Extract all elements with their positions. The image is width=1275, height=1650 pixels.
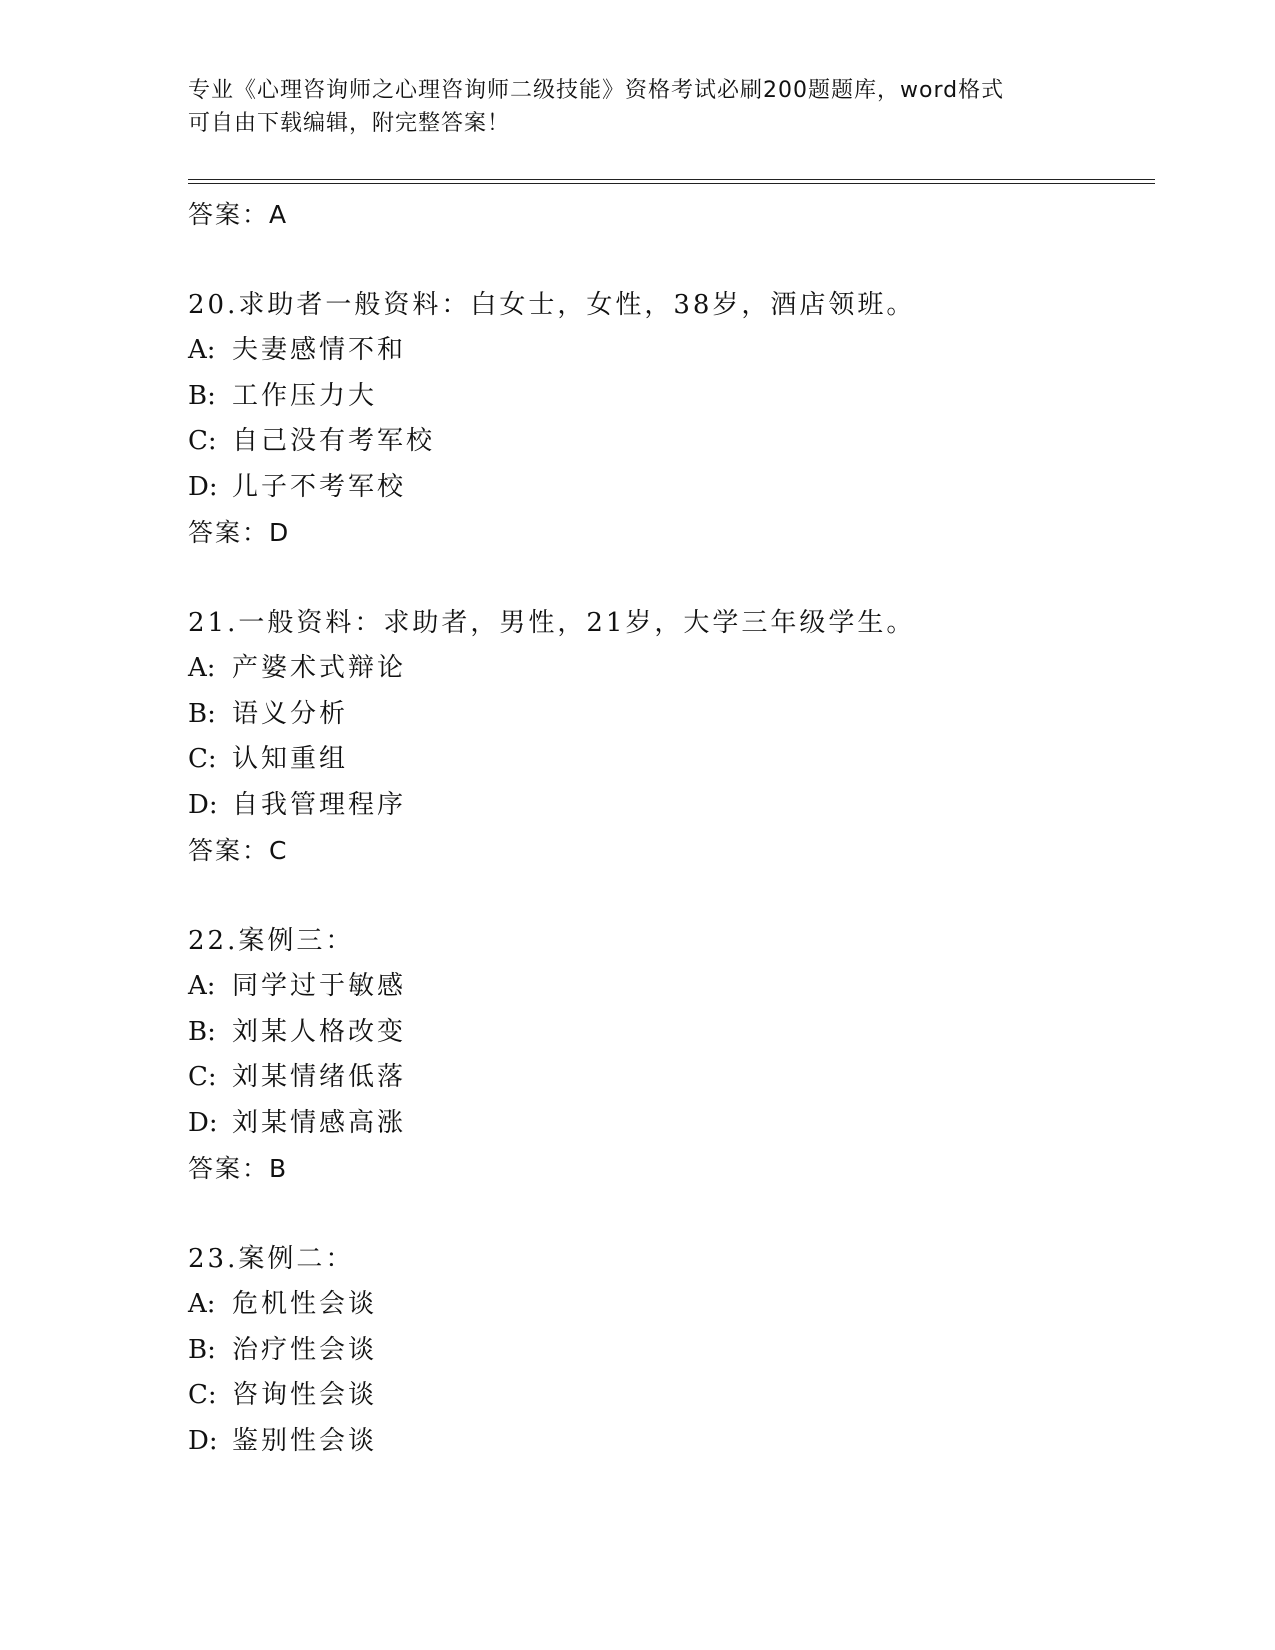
option-b <box>188 692 1148 738</box>
option-d <box>188 1419 1148 1465</box>
question-stem: 21.一般资料：求助者，男性，21岁，大学三年级学生。 <box>188 608 916 638</box>
option-c <box>188 737 1148 783</box>
question-block <box>188 919 1148 1192</box>
answer-label: 答案： <box>188 518 270 547</box>
option-text: 刘某情绪低落 <box>232 1062 407 1092</box>
answer-label: 答案： <box>188 836 270 865</box>
option-a <box>188 328 1148 374</box>
option-key: B: <box>188 1334 216 1365</box>
answer-label: 答案： <box>188 1154 270 1183</box>
answer-label: 答案： <box>188 200 270 229</box>
option-key: C: <box>188 426 217 456</box>
option-text: 语义分析 <box>232 698 349 729</box>
option-key: B: <box>188 380 216 411</box>
option-key: B: <box>188 698 216 729</box>
option-key: D: <box>188 789 218 820</box>
option-b <box>188 374 1148 420</box>
header-divider-top <box>188 179 1155 180</box>
answer-line <box>188 510 1148 556</box>
option-c <box>188 1055 1148 1101</box>
option-d <box>188 783 1148 829</box>
question-stem: 23.案例二： <box>188 1244 355 1274</box>
question-list <box>188 192 1148 1464</box>
option-key: D: <box>188 471 218 502</box>
option-d <box>188 1101 1148 1147</box>
spacer <box>188 556 1148 601</box>
option-text: 儿子不考军校 <box>232 471 407 502</box>
option-text: 危机性会谈 <box>232 1289 378 1319</box>
option-text: 同学过于敏感 <box>232 971 407 1001</box>
option-key: C: <box>188 1062 217 1092</box>
question-stem: 20.求助者一般资料：白女士，女性，38岁，酒店领班。 <box>188 290 916 320</box>
answer-value: C <box>269 836 287 865</box>
option-key: B: <box>188 1016 216 1047</box>
spacer <box>188 1192 1148 1237</box>
option-key: D: <box>188 1107 218 1138</box>
option-text: 认知重组 <box>232 744 349 774</box>
question-stem: 22.案例三： <box>188 926 355 956</box>
option-key: C: <box>188 744 217 774</box>
option-text: 刘某情感高涨 <box>232 1107 407 1138</box>
option-text: 夫妻感情不和 <box>232 335 407 365</box>
header-line-1: 专业《心理咨询师之心理咨询师二级技能》资格考试必刷200题题库，word格式 <box>188 78 1005 103</box>
answer-line <box>188 828 1148 874</box>
answer-line <box>188 1146 1148 1192</box>
option-key: C: <box>188 1380 217 1410</box>
option-c <box>188 1373 1148 1419</box>
option-key: A: <box>188 653 216 683</box>
option-d <box>188 465 1148 511</box>
header-divider-bottom <box>188 183 1155 184</box>
question-block <box>188 283 1148 556</box>
option-a <box>188 646 1148 692</box>
option-text: 治疗性会谈 <box>232 1334 378 1365</box>
answer-value: B <box>269 1154 287 1183</box>
document-header <box>188 74 1068 140</box>
option-key: D: <box>188 1425 218 1456</box>
option-text: 刘某人格改变 <box>232 1016 407 1047</box>
option-key: A: <box>188 335 216 365</box>
option-a <box>188 1282 1148 1328</box>
option-text: 产婆术式辩论 <box>232 653 407 683</box>
spacer <box>188 874 1148 919</box>
question-block <box>188 1237 1148 1464</box>
option-text: 鉴别性会谈 <box>232 1425 378 1456</box>
option-text: 咨询性会谈 <box>232 1380 378 1410</box>
option-b <box>188 1010 1148 1056</box>
header-line-2: 可自由下载编辑，附完整答案！ <box>188 111 511 136</box>
option-text: 自己没有考军校 <box>232 426 436 456</box>
option-text: 自我管理程序 <box>232 789 407 820</box>
answer-value: A <box>269 200 287 229</box>
option-c <box>188 419 1148 465</box>
answer-value: D <box>269 518 289 547</box>
option-a <box>188 964 1148 1010</box>
option-b <box>188 1328 1148 1374</box>
question-block <box>188 601 1148 874</box>
option-text: 工作压力大 <box>232 380 378 411</box>
spacer <box>188 238 1148 283</box>
option-key: A: <box>188 1289 216 1319</box>
option-key: A: <box>188 971 216 1001</box>
answer-line <box>188 192 1148 238</box>
